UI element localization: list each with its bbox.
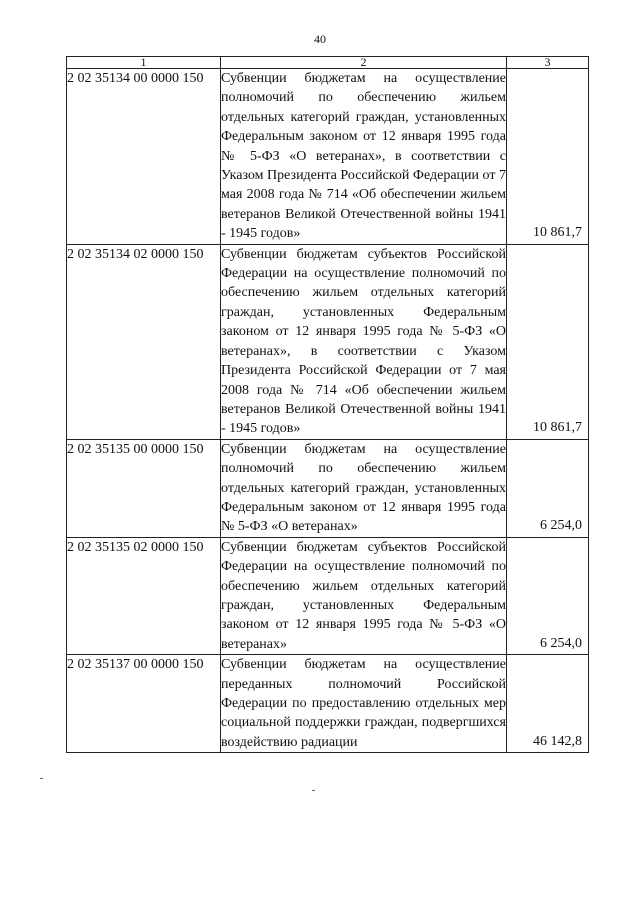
table-header-row — [67, 57, 589, 69]
header-code: 1 — [67, 57, 221, 69]
amount-value: 46 142,8 — [533, 733, 582, 749]
amount-value: 6 254,0 — [540, 635, 582, 651]
amount-value: 10 861,7 — [533, 225, 582, 241]
amount-cell — [507, 655, 589, 753]
budget-code: 2 02 35135 02 0000 150 — [67, 537, 221, 654]
amount-value: 6 254,0 — [540, 518, 582, 534]
header-amount: 3 — [507, 57, 589, 69]
budget-code: 2 02 35134 00 0000 150 — [67, 69, 221, 245]
table-row — [67, 69, 589, 245]
amount-cell — [507, 439, 589, 537]
amount-cell — [507, 537, 589, 654]
amount-cell — [507, 244, 589, 439]
page-number: 40 — [314, 32, 326, 46]
budget-description: Субвенции бюджетам на осуществление переданных полномочий Российской Федерации по предоставлению отдельных мер социальной поддержки граждан, подвергшихся воздействию радиации — [221, 655, 507, 753]
budget-table — [66, 56, 589, 753]
budget-description: Субвенции бюджетам на осуществление полномочий по обеспечению жильем отдельных категорий граждан, установленных Федеральным законом от 12 января 1995 года № 5-ФЗ «О ветеранах» — [221, 439, 507, 537]
scan-speck — [312, 790, 315, 791]
table-row — [67, 537, 589, 654]
budget-code: 2 02 35134 02 0000 150 — [67, 244, 221, 439]
table-row — [67, 244, 589, 439]
budget-description: Субвенции бюджетам субъектов Российской Федерации на осуществление полномочий по обеспечению жильем отдельных категорий граждан, установленных Федеральным законом от 12 января 1995 года № 5-ФЗ «О ветеранах», в соответствии с Указом Президента Российской Федерации от 7 мая 2008 года № 714 «Об обеспечении жильем ветеранов Великой Отечественной войны 1941 - 1945 годов» — [221, 244, 507, 439]
amount-cell — [507, 69, 589, 245]
table-row — [67, 655, 589, 753]
budget-description: Субвенции бюджетам субъектов Российской Федерации на осуществление полномочий по обеспечению жильем отдельных категорий граждан, установленных Федеральным законом от 12 января 1995 года № 5-ФЗ «О ветеранах» — [221, 537, 507, 654]
table-row — [67, 439, 589, 537]
budget-code: 2 02 35137 00 0000 150 — [67, 655, 221, 753]
budget-code: 2 02 35135 00 0000 150 — [67, 439, 221, 537]
budget-description: Субвенции бюджетам на осуществление полномочий по обеспечению жильем отдельных категорий граждан, установленных Федеральным законом от 12 января 1995 года № 5-ФЗ «О ветеранах», в соответствии с Указом Президента Российской Федерации от 7 мая 2008 года № 714 «Об обеспечении жильем ветеранов Великой Отечественной войны 1941 - 1945 годов» — [221, 69, 507, 245]
scan-speck — [40, 778, 43, 779]
header-description: 2 — [221, 57, 507, 69]
amount-value: 10 861,7 — [533, 420, 582, 436]
